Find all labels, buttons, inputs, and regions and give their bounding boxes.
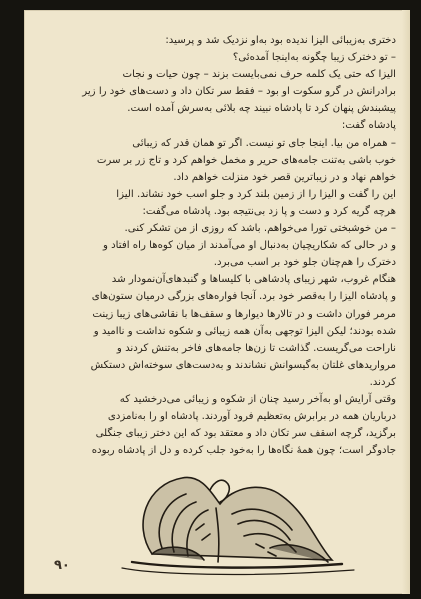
text-line: و پادشاه الیزا را به‌قصر خود برد. آنجا فواره‌های بزرگی درمیان ستون‌های — [91, 291, 396, 303]
text-line: پادشاه گفت: — [341, 120, 396, 132]
book-page — [24, 10, 410, 594]
text-line: مرمر فوران داشت و در تالارها دیوارها و سقف‌ها با نقاشی‌های زیبا زینت — [92, 308, 396, 320]
text-line: و در حالی که شکاریچیان به‌دنبال او می‌آمدند از میان کوه‌ها راه افتاد و — [102, 240, 396, 252]
text-line: وقتی آرایش او به‌آخر رسید چنان از شکوه و زیبائی می‌درخشید که — [119, 393, 396, 405]
text-line: جادوگر است؛ چون همهٔ نگاه‌ها را به‌خود جلب کرده و دل از پادشاه ربوده — [91, 445, 396, 457]
text-line: برادرانش در گرو سکوت او بود – فقط سر تکان داد و دست‌های خود را زیر — [82, 86, 396, 98]
text-line: هرچه گریه کرد و دست و پا زد بی‌نتیجه بود. پادشاه می‌گفت: — [142, 205, 396, 217]
text-line: خوب باشی به‌تنت جامه‌های حریر و مخمل خواهم کرد و تاج زر بر سرت — [96, 154, 396, 166]
text-line: پیشبندش پنهان کرد تا پادشاه نبیند چه بلائی به‌سرش آمده است. — [127, 103, 396, 115]
text-line: – همراه من بیا. اینجا جای تو نیست. اگر تو همان قدر که زیبائی — [132, 137, 396, 149]
text-line: – تو دخترک زیبا چگونه به‌اینجا آمده‌ئی؟ — [232, 52, 396, 64]
text-line: ناراحت می‌گریست. گذاشت تا زن‌ها جامه‌های فاخر به‌تنش کردند و — [116, 342, 396, 354]
text-line: مرواریدهای غلتان به‌گیسوانش نشاندند و به‌دست‌های سوخته‌اش دستکش — [90, 359, 396, 371]
text-line: برگزید، گرچه اسقف سر تکان داد و معتقد بود که این دختر زیبای جنگلی — [95, 428, 396, 440]
text-line: هنگام غروب، شهر زیبای پادشاهی با کلیساها و گنبدهای‌آن‌نمودار شد — [111, 274, 396, 286]
text-line: دختری به‌زیبائی الیزا ندیده بود به‌او نزدیک شد و پرسید: — [165, 35, 396, 46]
text-line: شده بودند؛ لیکن الیزا توجهی به‌آن همه زیبائی و شکوه نداشت و ناامید و — [93, 325, 396, 337]
text-line: این را گفت و الیزا را از زمین بلند کرد و جلو اسب خود نشاند. الیزا — [116, 188, 396, 200]
text-line: کردند. — [369, 376, 396, 388]
page-number: ۹۰ — [54, 558, 70, 573]
page-edge — [402, 10, 410, 594]
text-line: درباریان همه در برابرش به‌تعظیم فرود آوردند. پادشاه او را به‌نامزدی — [107, 411, 396, 423]
text-line: دخترک را هم‌چنان جلو خود بر اسب می‌برد. — [213, 257, 396, 269]
text-line: – من خوشبختی تورا می‌خواهم. باشد که روزی از من تشکر کنی. — [124, 223, 396, 235]
woodcut-cloaked-figure-illustration — [92, 444, 362, 584]
text-line: الیزا که حتی یک کلمه حرف نمی‌بایست بزند – چون حیات و نجات — [122, 69, 396, 81]
body-text — [38, 32, 396, 459]
text-line: خواهم نهاد و در زیباترین قصر خود منزلت خواهم داد. — [173, 171, 396, 183]
